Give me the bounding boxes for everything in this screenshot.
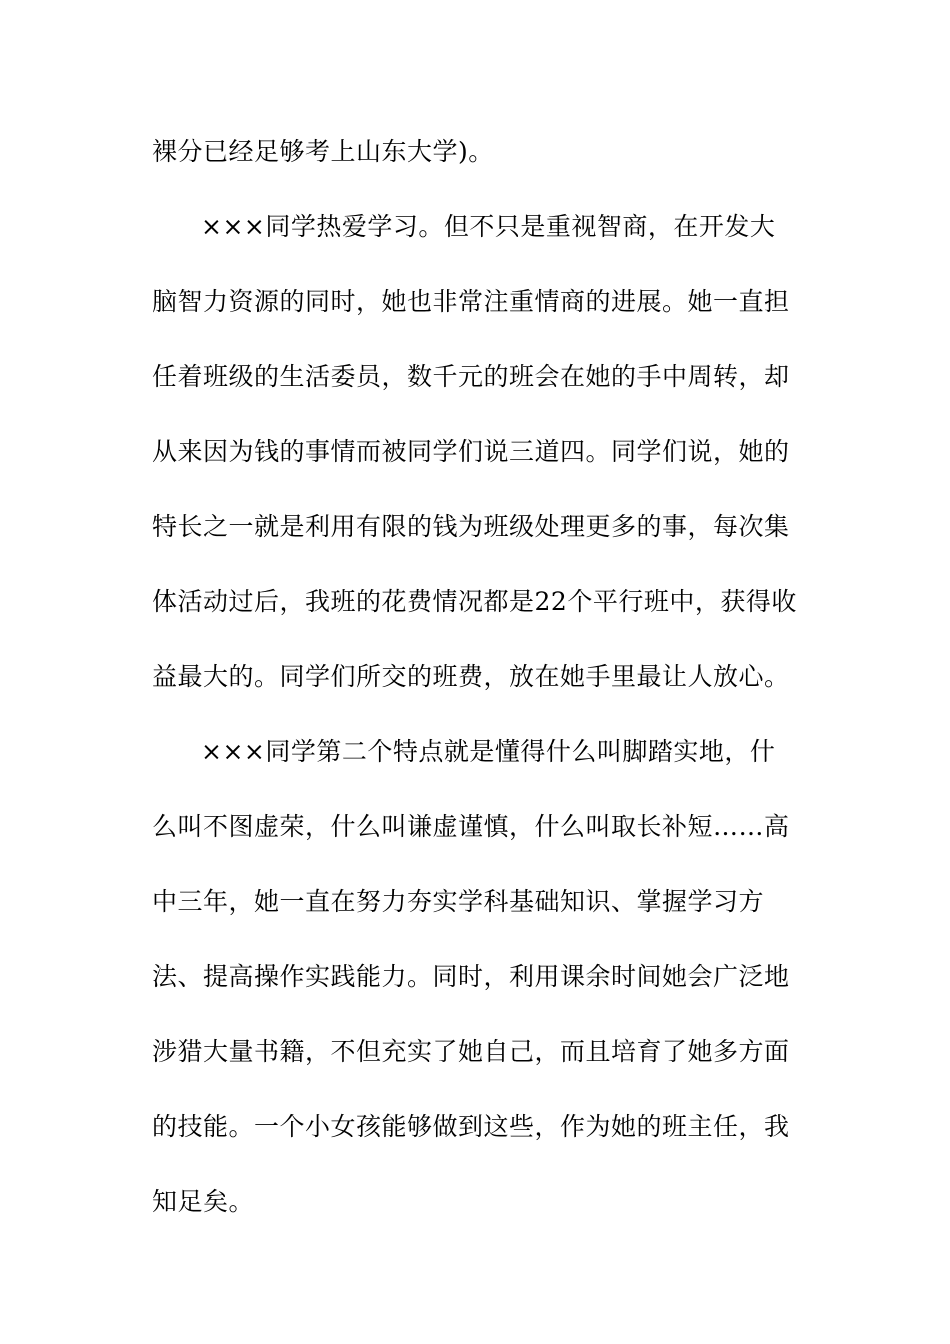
paragraph-2-line-1: ×××同学热爱学习。但不只是重视智商，在开发大 bbox=[201, 212, 776, 241]
text-line-12: 法、提高操作实践能力。同时，利用课余时间她会广泛地 bbox=[152, 962, 790, 991]
text-line-8: 益最大的。同学们所交的班费，放在她手里最让人放心。 bbox=[152, 662, 790, 691]
text-line-11: 中三年，她一直在努力夯实学科基础知识、掌握学习方 bbox=[152, 887, 765, 916]
text-line-5: 从来因为钱的事情而被同学们说三道四。同学们说，她的 bbox=[152, 437, 790, 466]
text-line-14: 的技能。一个小女孩能够做到这些，作为她的班主任，我 bbox=[152, 1112, 790, 1141]
text-line-4: 任着班级的生活委员，数千元的班会在她的手中周转，却 bbox=[152, 362, 790, 391]
text-line-1: 裸分已经足够考上山东大学)。 bbox=[152, 137, 494, 166]
text-line-3: 脑智力资源的同时，她也非常注重情商的进展。她一直担 bbox=[152, 287, 790, 316]
text-line-15: 知足矣。 bbox=[152, 1187, 255, 1216]
text-line-10: 么叫不图虚荣，什么叫谦虚谨慎，什么叫取长补短……高 bbox=[152, 812, 790, 841]
text-line-7: 体活动过后，我班的花费情况都是22个平行班中，获得收 bbox=[152, 587, 797, 616]
text-line-6: 特长之一就是利用有限的钱为班级处理更多的事，每次集 bbox=[152, 512, 790, 541]
paragraph-3-line-1: ×××同学第二个特点就是懂得什么叫脚踏实地，什 bbox=[201, 737, 776, 766]
text-line-13: 涉猎大量书籍，不但充实了她自己，而且培育了她多方面 bbox=[152, 1037, 790, 1066]
